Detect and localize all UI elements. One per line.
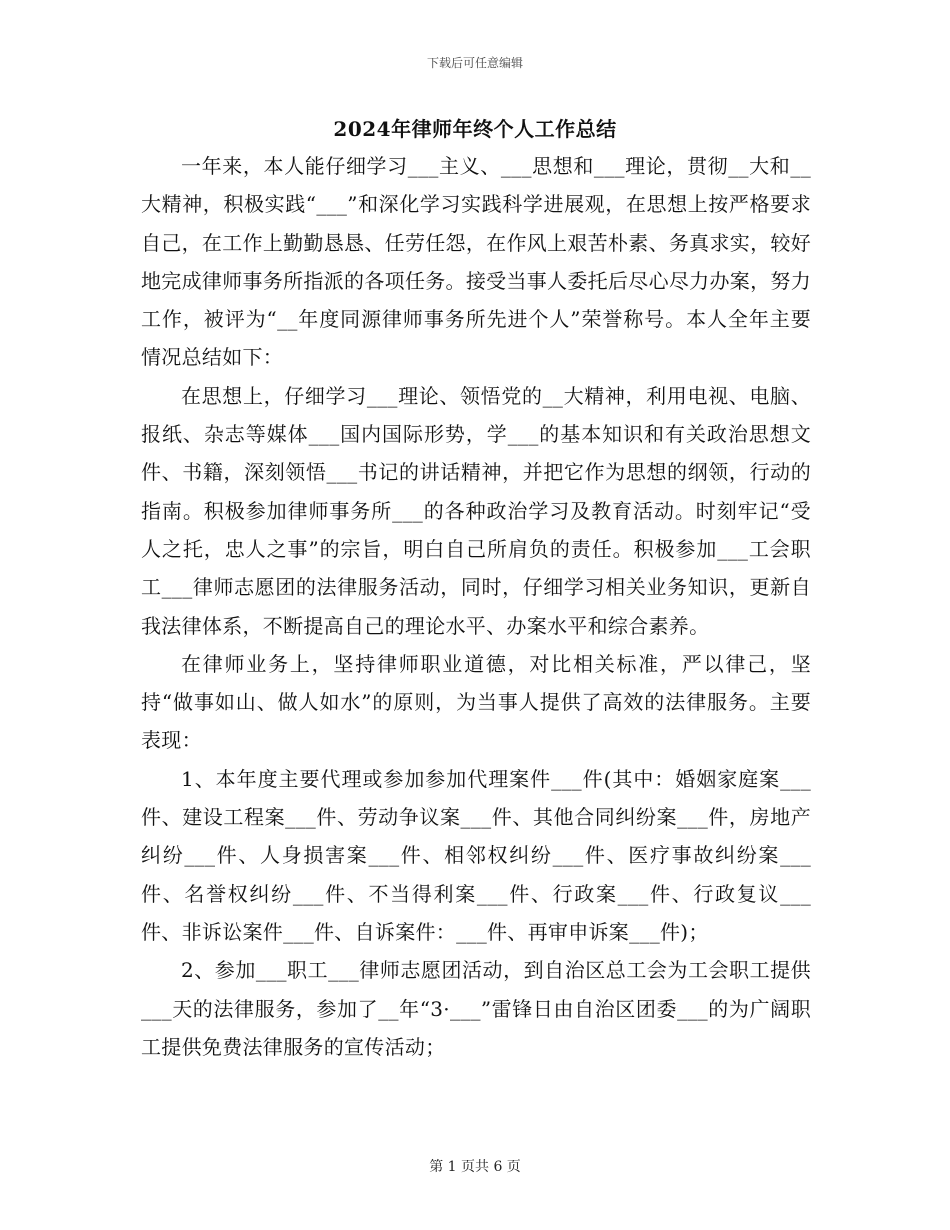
paragraph-item-1: 1、本年度主要代理或参加参加代理案件___件(其中：婚姻家庭案___件、建设工程案___件、劳动争议案___件、其他合同纠纷案___件，房地产纠纷___件、人身损害案___件、相邻权纠纷___件、医疗事故纠纷案___件、名誉权纠纷___件、不当得利案___件、行政案___件、行政复议___件、非诉讼案件___件、自诉案件：___件、再审申诉案___件)； <box>141 766 811 944</box>
paragraph-thought: 在思想上，仔细学习___理论、领悟党的__大精神，利用电视、电脑、报纸、杂志等媒体___国内国际形势，学___的基本知识和有关政治思想文件、书籍，深刻领悟___书记的讲话精神，并把它作为思想的纲领，行动的指南。积极参加律师事务所___的各种政治学习及教育活动。时刻牢记“受人之托，忠人之事”的宗旨，明白自己所肩负的责任。积极参加___工会职工___律师志愿团的法律服务活动，同时，仔细学习相关业务知识，更新自我法律体系，不断提高自己的理论水平、办案水平和综合素养。 <box>141 383 811 638</box>
page-header: 下载后可任意编辑 <box>426 56 523 70</box>
paragraph-item-2: 2、参加___职工___律师志愿团活动，到自治区总工会为工会职工提供___天的法律服务，参加了__年“3·___”雷锋日由自治区团委___的为广阔职工提供免费法律服务的宣传活动； <box>141 958 811 1059</box>
document-title: 2024年律师年终个人工作总结 <box>333 117 617 141</box>
paragraph-practice: 在律师业务上，坚持律师职业道德，对比相关标准，严以律己，坚持“做事如山、做人如水”的原则，为当事人提供了高效的法律服务。主要表现： <box>141 651 811 753</box>
document-body <box>141 147 811 1066</box>
paragraph-intro: 一年来，本人能仔细学习___主义、___思想和___理论，贯彻__大和__大精神，积极实践“___”和深化学习实践科学进展观，在思想上按严格要求自己，在工作上勤勤恳恳、任劳任怨，在作风上艰苦朴素、务真求实，较好地完成律师事务所指派的各项任务。接受当事人委托后尽心尽力办案，努力工作，被评为“__年度同源律师事务所先进个人”荣誉称号。本人全年主要情况总结如下： <box>141 154 811 370</box>
page-footer: 第 1 页共 6 页 <box>429 1159 521 1175</box>
